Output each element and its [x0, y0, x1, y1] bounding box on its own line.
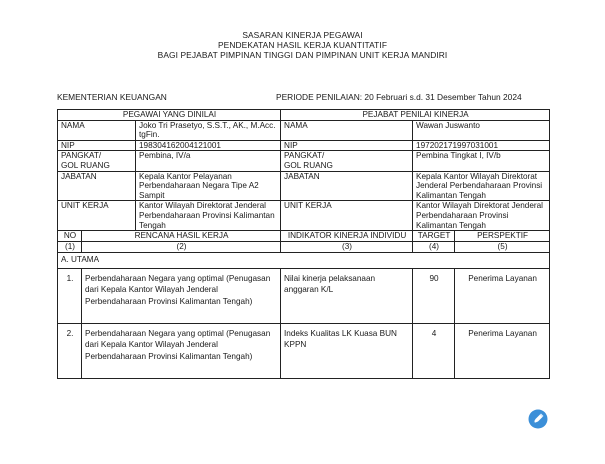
table-row [58, 323, 550, 378]
penilai-unit-label: UNIT KERJA [281, 201, 413, 231]
doc-subtitle-2: BAGI PEJABAT PIMPINAN TINGGI DAN PIMPINAN UNIT KERJA MANDIRI [157, 50, 448, 60]
col-perspektif-number: (5) [455, 241, 550, 252]
row-target: 4 [413, 323, 455, 378]
pen-logo-icon [528, 409, 548, 429]
col-perspektif: PERSPEKTIF [455, 231, 550, 242]
penilai-nip: 197202171997031001 [413, 140, 550, 151]
assessment-period: PERIODE PENILAIAN: 20 Februari s.d. 31 Desember Tahun 2024 [276, 92, 522, 102]
penilai-heading: PEJABAT PENILAI KINERJA [281, 110, 550, 121]
pegawai-jabatan: Kepala Kantor Pelayanan Perbendaharaan Negara Tipe A2 Sampit [136, 171, 281, 201]
col-target: TARGET [413, 231, 455, 242]
col-no-number: (1) [58, 241, 82, 252]
pegawai-pangkat-label: PANGKAT/ GOL RUANG [58, 151, 136, 171]
row-indikator: Nilai kinerja pelaksanaan anggaran K/L [281, 268, 413, 323]
col-indikator: INDIKATOR KINERJA INDIVIDU [281, 231, 413, 242]
row-rencana: Perbendaharaan Negara yang optimal (Penugasan dari Kepala Kantor Wilayah Jenderal Perbendaharaan Provinsi Kalimantan Tengah) [82, 323, 281, 378]
row-indikator: Indeks Kualitas LK Kuasa BUN KPPN [281, 323, 413, 378]
doc-title: SASARAN KINERJA PEGAWAI [242, 30, 363, 40]
col-rencana-number: (2) [82, 241, 281, 252]
pegawai-nip: 198304162004121001 [136, 140, 281, 151]
row-perspektif: Penerima Layanan [455, 323, 550, 378]
penilai-jabatan: Kepala Kantor Wilayah Direktorat Jenderal Perbendaharaan Provinsi Kalimantan Tengah [413, 171, 550, 201]
pegawai-nama: Joko Tri Prasetyo, S.S.T., AK., M.Acc. tgFin. [136, 120, 281, 140]
row-no: 1. [58, 268, 82, 323]
pegawai-nip-label: NIP [58, 140, 136, 151]
col-target-number: (4) [413, 241, 455, 252]
col-indikator-number: (3) [281, 241, 413, 252]
table-row [58, 268, 550, 323]
row-no: 2. [58, 323, 82, 378]
row-target: 90 [413, 268, 455, 323]
pegawai-unit-label: UNIT KERJA [58, 201, 136, 231]
pegawai-jabatan-label: JABATAN [58, 171, 136, 201]
penilai-jabatan-label: JABATAN [281, 171, 413, 201]
row-rencana: Perbendaharaan Negara yang optimal (Penugasan dari Kepala Kantor Wilayah Jenderal Perbendaharaan Provinsi Kalimantan Tengah) [82, 268, 281, 323]
col-rencana: RENCANA HASIL KERJA [82, 231, 281, 242]
pegawai-heading: PEGAWAI YANG DINILAI [58, 110, 281, 121]
row-perspektif: Penerima Layanan [455, 268, 550, 323]
skp-table [57, 109, 550, 379]
penilai-nip-label: NIP [281, 140, 413, 151]
section-utama: A. UTAMA [58, 252, 550, 268]
penilai-pangkat-label: PANGKAT/ GOL RUANG [281, 151, 413, 171]
penilai-unit: Kantor Wilayah Direktorat Jenderal Perbendaharaan Provinsi Kalimantan Tengah [413, 201, 550, 231]
pegawai-unit: Kantor Wilayah Direktorat Jenderal Perbendaharaan Provinsi Kalimantan Tengah [136, 201, 281, 231]
penilai-nama: Wawan Juswanto [413, 120, 550, 140]
col-no: NO [58, 231, 82, 242]
pegawai-pangkat: Pembina, IV/a [136, 151, 281, 171]
pegawai-nama-label: NAMA [58, 120, 136, 140]
organization: KEMENTERIAN KEUANGAN [57, 92, 167, 102]
penilai-nama-label: NAMA [281, 120, 413, 140]
penilai-pangkat: Pembina Tingkat I, IV/b [413, 151, 550, 171]
doc-subtitle: PENDEKATAN HASIL KERJA KUANTITATIF [217, 40, 388, 50]
